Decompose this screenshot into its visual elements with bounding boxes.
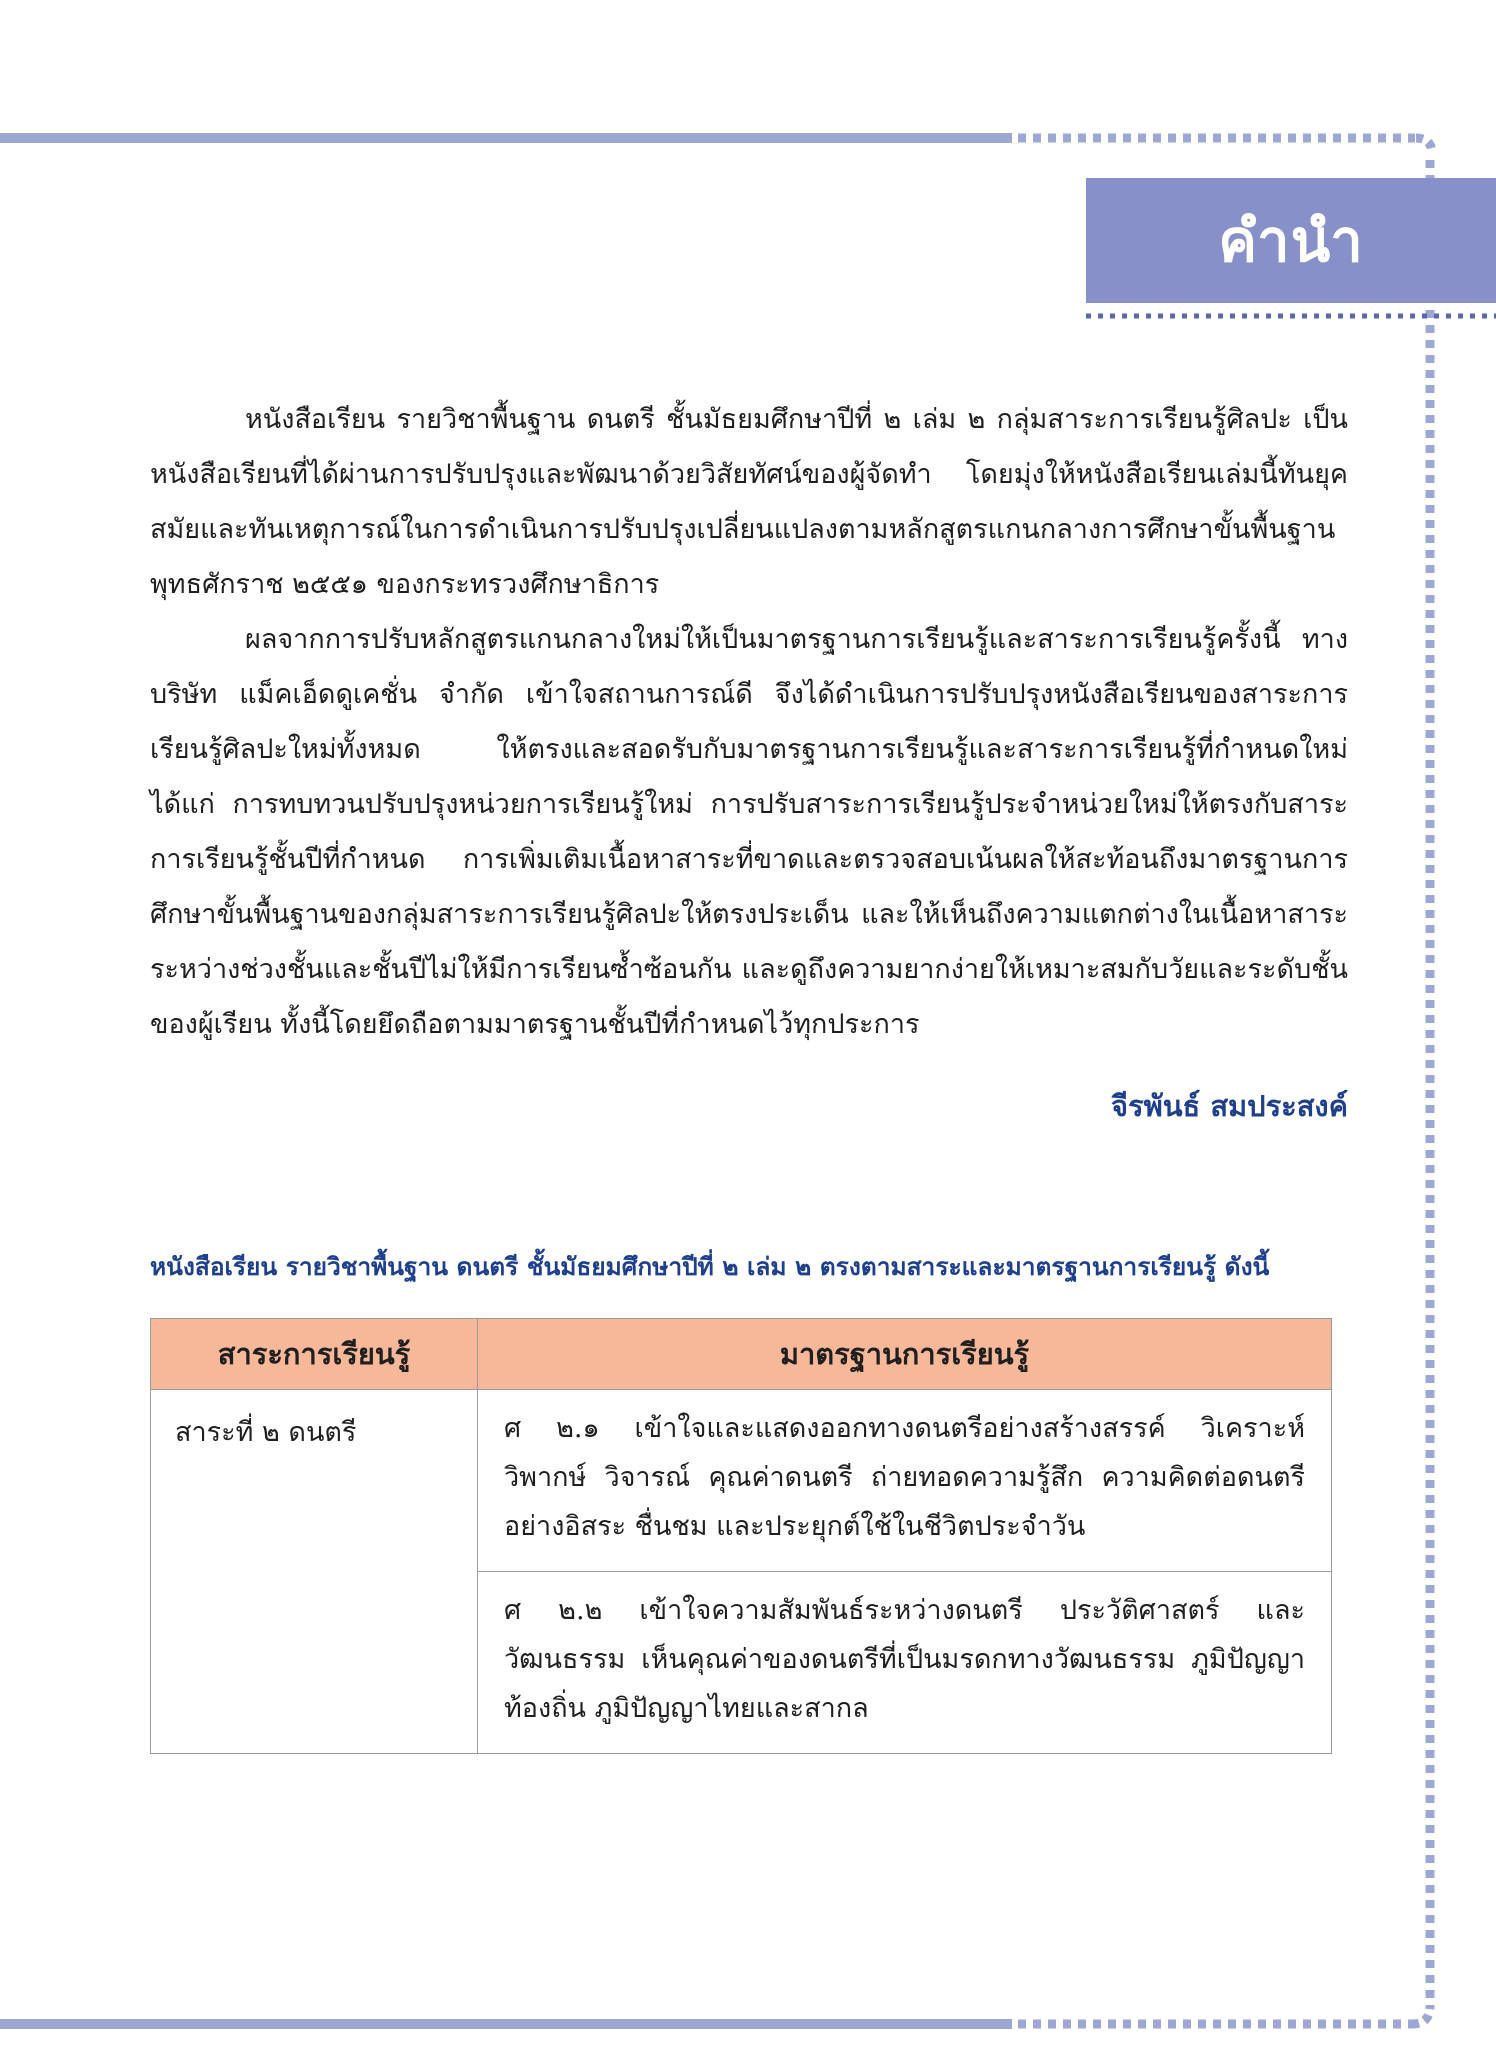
learning-area-cell: สาระที่ ๒ ดนตรี [151,1390,478,1754]
standard-cell-1: ศ ๒.๑ เข้าใจและแสดงออกทางดนตรีอย่างสร้างสรรค์ วิเคราะห์ วิพากษ์ วิจารณ์ คุณค่าดนตรี ถ่ายทอดความรู้สึก ความคิดต่อดนตรีอย่างอิสระ ชื่นชม และประยุกต์ใช้ในชีวิตประจำวัน [478,1390,1332,1572]
preface-paragraph-1: หนังสือเรียน รายวิชาพื้นฐาน ดนตรี ชั้นมัธยมศึกษาปีที่ ๒ เล่ม ๒ กลุ่มสาระการเรียนรู้ศิลปะ เป็นหนังสือเรียนที่ได้ผ่านการปรับปรุงและพัฒนาด้วยวิสัยทัศน์ของผู้จัดทำ โดยมุ่งให้หนังสือเรียนเล่มนี้ทันยุคสมัยและทันเหตุการณ์ในการดำเนินการปรับปรุงเปลี่ยนแปลงตามหลักสูตรแกนกลางการศึกษาขั้นพื้นฐาน พุทธศักราช ๒๕๕๑ ของกระทรวงศึกษาธิการ [150,404,1348,600]
header-learning-standard: มาตรฐานการเรียนรู้ [478,1319,1332,1390]
top-bar [0,133,1012,143]
table-row [151,1390,1332,1572]
header-learning-area: สาระการเรียนรู้ [151,1319,478,1390]
preface-paragraph-2: ผลจากการปรับหลักสูตรแกนกลางใหม่ให้เป็นมาตรฐานการเรียนรู้และสาระการเรียนรู้ครั้งนี้ ทางบริษัท แม็คเอ็ดดูเคชั่น จำกัด เข้าใจสถานการณ์ดี จึงได้ดำเนินการปรับปรุงหนังสือเรียนของสาระการเรียนรู้ศิลปะใหม่ทั้งหมด ให้ตรงและสอดรับกับมาตรฐานการเรียนรู้และสาระการเรียนรู้ที่กำหนดใหม่ ได้แก่ การทบทวนปรับปรุงหน่วยการเรียนรู้ใหม่ การปรับสาระการเรียนรู้ประจำหน่วยใหม่ให้ตรงกับสาระการเรียนรู้ชั้นปีที่กำหนด การเพิ่มเติมเนื้อหาสาระที่ขาดและตรวจสอบเน้นผลให้สะท้อนถึงมาตรฐานการศึกษาขั้นพื้นฐานของกลุ่มสาระการเรียนรู้ศิลปะให้ตรงประเด็น และให้เห็นถึงความแตกต่างในเนื้อหาสาระระหว่างช่วงชั้นและชั้นปีไม่ให้มีการเรียนซ้ำซ้อนกัน และดูถึงความยากง่ายให้เหมาะสมกับวัยและระดับชั้นของผู้เรียน ทั้งนี้โดยยึดถือตามมาตรฐานชั้นปีที่กำหนดไว้ทุกประการ [150,624,1348,1040]
author-name: จีรพันธ์ สมประสงค์ [1111,1089,1348,1123]
standards-table [150,1318,1332,1754]
preface-body [150,392,1348,1052]
standard-cell-2: ศ ๒.๒ เข้าใจความสัมพันธ์ระหว่างดนตรี ประวัติศาสตร์ และวัฒนธรรม เห็นคุณค่าของดนตรีที่เป็นมรดกทางวัฒนธรรม ภูมิปัญญาท้องถิ่น ภูมิปัญญาไทยและสากล [478,1572,1332,1754]
page-title: คำนำ [1218,207,1364,275]
table-caption: หนังสือเรียน รายวิชาพื้นฐาน ดนตรี ชั้นมัธยมศึกษาปีที่ ๒ เล่ม ๒ ตรงตามสาระและมาตรฐานการเรียนรู้ ดังนี้ [150,1252,1270,1281]
bottom-bar [0,2019,1012,2029]
bottom-corner [1412,2006,1430,2024]
title-box [1086,178,1496,303]
table-header-row [151,1319,1332,1390]
top-corner [1416,138,1432,154]
